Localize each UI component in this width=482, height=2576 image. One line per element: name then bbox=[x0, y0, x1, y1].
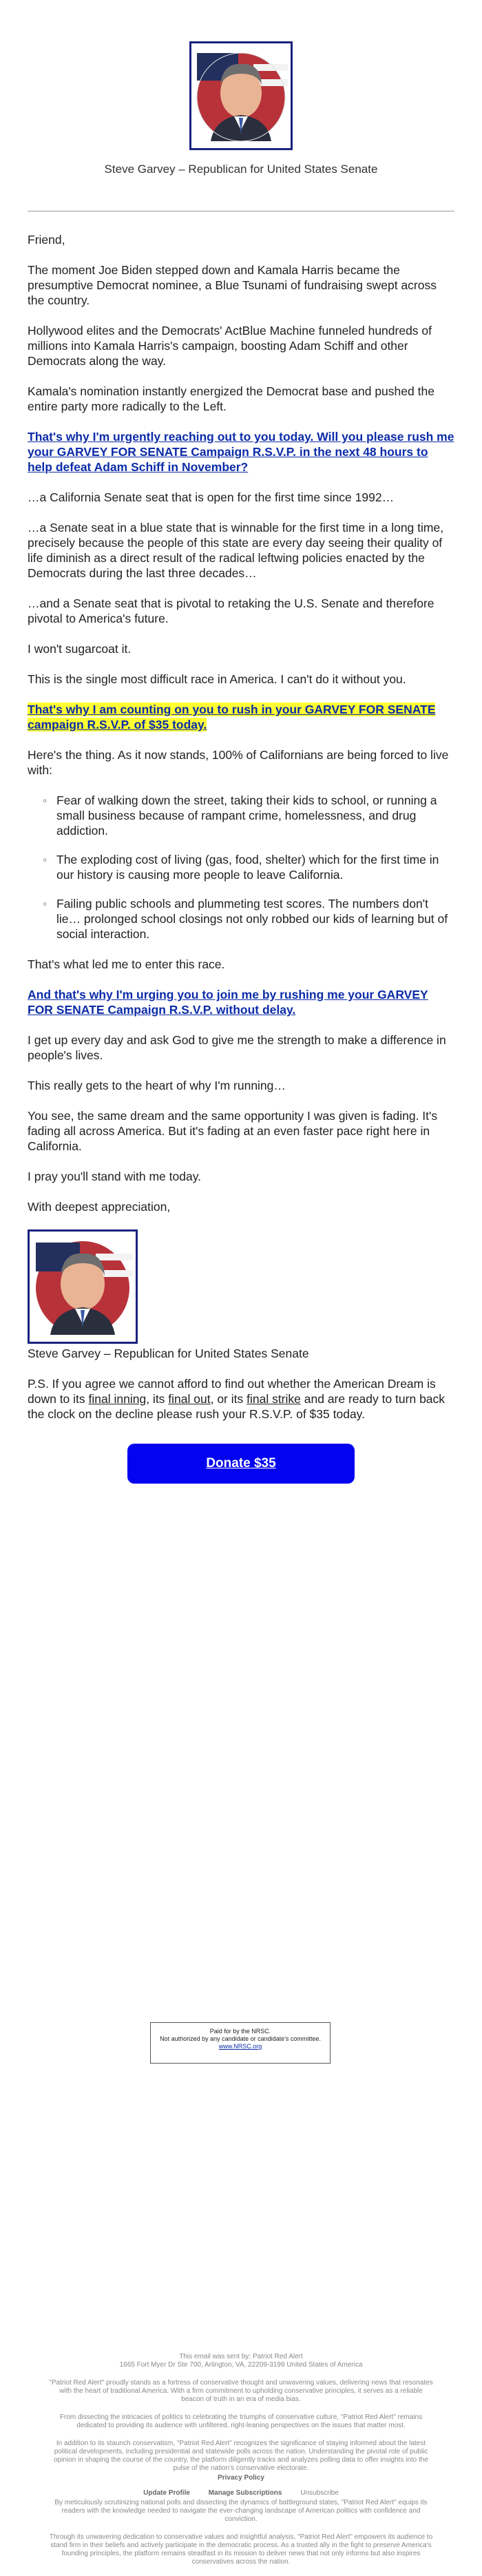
footer-sender bbox=[48, 2353, 434, 2369]
footer-links bbox=[48, 2489, 434, 2497]
footer-paragraph: By meticulously scrutinizing national polls and dissecting the dynamics of battleground states, "Patriot Red Alert" equips its readers with the knowledge needed to navigate the ever-changing landscape of American politics with confidence and conviction. bbox=[54, 2499, 428, 2523]
bullet-icon: ◦ bbox=[43, 853, 48, 866]
disclaimer-line: Not authorized by any candidate or candidate's committee. bbox=[160, 2035, 321, 2042]
paragraph: …and a Senate seat that is pivotal to retaking the U.S. Senate and therefore pivotal to America's future. bbox=[28, 596, 434, 625]
candidate-portrait-header bbox=[189, 41, 293, 150]
paragraph: I pray you'll stand with me today. bbox=[28, 1170, 202, 1183]
ps-text: P.S. If you agree we cannot afford to find out whether the American Dream is down to its bbox=[28, 1377, 436, 1406]
paragraph: You see, the same dream and the same opportunity I was given is fading. It's fading all across America. But it's fading at an even faster pace right here in California. bbox=[28, 1109, 438, 1153]
paragraph: Here's the thing. As it now stands, 100% of Californians are being forced to live with: bbox=[28, 748, 449, 777]
list-item-text: The exploding cost of living (gas, food, shelter) which for the first time in our history is causing more people to leave California. bbox=[56, 853, 439, 882]
disclaimer-line: Paid for by the NRSC. bbox=[209, 2028, 271, 2035]
paragraph: I get up every day and ask God to give me the strength to make a difference in people's lives. bbox=[28, 1033, 446, 1062]
portrait-image bbox=[191, 43, 291, 148]
list-item-text: Fear of walking down the street, taking their kids to school, or running a small business because of rampant crime, homelessness, and drug addiction. bbox=[56, 793, 437, 838]
paragraph: This is the single most difficult race in America. I can't do it without you. bbox=[28, 672, 406, 686]
paragraph: Kamala's nomination instantly energized the Democrat base and pushed the entire party more radically to the Left. bbox=[28, 384, 434, 413]
footer-paragraph: In addition to its staunch conservatism, "Patriot Red Alert" recognizes the significance of staying informed about the latest political developments, including presidential and statewide polls across the nation. Understanding the pivotal role of public opinion in shaping the course of the country, the platform diligently tracks and analyzes polling data to offer insights into the pulse of the nation's conservative electorate. bbox=[54, 2440, 428, 2472]
greeting: Friend, bbox=[28, 233, 65, 247]
footer-paragraph: "Patriot Red Alert" proudly stands as a fortress of conservative thought and unwavering values, delivering news that resonates with the heart of traditional America. With a firm commitment to upholding conservative principles, it serves as a reliable beacon of truth in an era of media bias. bbox=[49, 2379, 433, 2403]
ps-final-strike: final strike bbox=[247, 1392, 301, 1406]
footer-paragraph: From dissecting the intricacies of politics to celebrating the triumphs of conservative culture, "Patriot Red Alert" remains dedicated to providing its audience with unfiltered, right-leaning perspectives on the issues that matter most. bbox=[59, 2413, 423, 2429]
manage-subscriptions-link[interactable]: Manage Subscriptions bbox=[208, 2489, 282, 2497]
paid-for-disclaimer bbox=[150, 2022, 331, 2064]
list-item bbox=[43, 896, 454, 942]
paragraph: That's what led me to enter this race. bbox=[28, 957, 225, 971]
paragraph: The moment Joe Biden stepped down and Kamala Harris became the presumptive Democrat nominee, a Blue Tsunami of fundraising swept across the country. bbox=[28, 263, 437, 307]
nrsc-link[interactable]: www.NRSC.org bbox=[218, 2043, 262, 2050]
ps-text: , or its bbox=[210, 1392, 247, 1406]
bullet-icon: ◦ bbox=[43, 793, 48, 807]
unsubscribe-link[interactable]: Unsubscribe bbox=[300, 2489, 339, 2497]
list-item bbox=[43, 852, 454, 882]
highlighted-paragraph bbox=[28, 702, 454, 732]
email-footer bbox=[48, 2353, 434, 2576]
rsvp-link-3[interactable]: And that's why I'm urging you to join me by rushing me your GARVEY FOR SENATE Campaign R.S.V.P. without delay. bbox=[28, 988, 428, 1017]
paragraph: Hollywood elites and the Democrats' ActBlue Machine funneled hundreds of millions into Kamala Harris's campaign, boosting Adam Schiff and other Democrats along the way. bbox=[28, 324, 432, 368]
footer-address: 1665 Fort Myer Dr Ste 700, Arlington, VA, 22209-3199 United States of America bbox=[119, 2361, 363, 2369]
rsvp-link-2[interactable]: That's why I am counting on you to rush in your GARVEY FOR SENATE campaign R.S.V.P. of $35 today. bbox=[28, 703, 436, 731]
header-signature: Steve Garvey – Republican for United States Senate bbox=[104, 163, 378, 176]
email-container bbox=[28, 41, 454, 1484]
footer-sent-by: This email was sent by: Patriot Red Alert bbox=[179, 2353, 303, 2360]
paragraph: …a Senate seat in a blue state that is winnable for the first time in a long time, precisely because the people of this state are every day seeing their quality of life diminish as a direct result of the radical leftwing policies enacted by the Democrats during the last three decades… bbox=[28, 521, 444, 580]
list-item-text: Failing public schools and plummeting test scores. The numbers don't lie… prolonged school closings not only robbed our kids of learning but of social interaction. bbox=[56, 897, 448, 941]
paragraph: This really gets to the heart of why I'm running… bbox=[28, 1079, 286, 1092]
postscript bbox=[28, 1376, 454, 1422]
footer-paragraph: Through its unwavering dedication to conservative values and insightful analysis, "Patriot Red Alert" empowers its audience to stand firm in their beliefs and actively participate in the democratic process. As a trusted ally in the fight to preserve America's founding principles, the platform remains steadfast in its mission to deliver news that not only informs but also inspires conservatives across the nation. bbox=[49, 2533, 433, 2566]
list-item bbox=[43, 793, 454, 838]
signature-portrait-image bbox=[30, 1232, 136, 1342]
issue-list bbox=[43, 793, 454, 942]
letter-body bbox=[28, 232, 454, 1422]
paragraph: I won't sugarcoat it. bbox=[28, 642, 132, 656]
candidate-portrait-signature bbox=[28, 1229, 138, 1344]
donate-button[interactable]: Donate $35 bbox=[127, 1444, 355, 1484]
ps-text: , its bbox=[146, 1392, 169, 1406]
ps-text: and are ready to turn back the clock on the decline please rush your R.S.V.P. of $35 today. bbox=[28, 1392, 446, 1421]
ps-final-inning: final inning bbox=[88, 1392, 147, 1406]
closing-signature: Steve Garvey – Republican for United States Senate bbox=[28, 1347, 309, 1360]
paragraph: …a California Senate seat that is open for the first time since 1992… bbox=[28, 490, 395, 504]
bullet-icon: ◦ bbox=[43, 897, 48, 911]
update-profile-link[interactable]: Update Profile bbox=[143, 2489, 190, 2497]
privacy-policy-link[interactable]: Privacy Policy bbox=[218, 2474, 264, 2482]
rsvp-link-1[interactable]: That's why I'm urgently reaching out to you today. Will you please rush me your GARVEY FOR SENATE Campaign R.S.V.P. in the next 48 hours to help defeat Adam Schiff in November? bbox=[28, 430, 454, 474]
closing: With deepest appreciation, bbox=[28, 1200, 171, 1214]
ps-final-out: final out bbox=[168, 1392, 211, 1406]
